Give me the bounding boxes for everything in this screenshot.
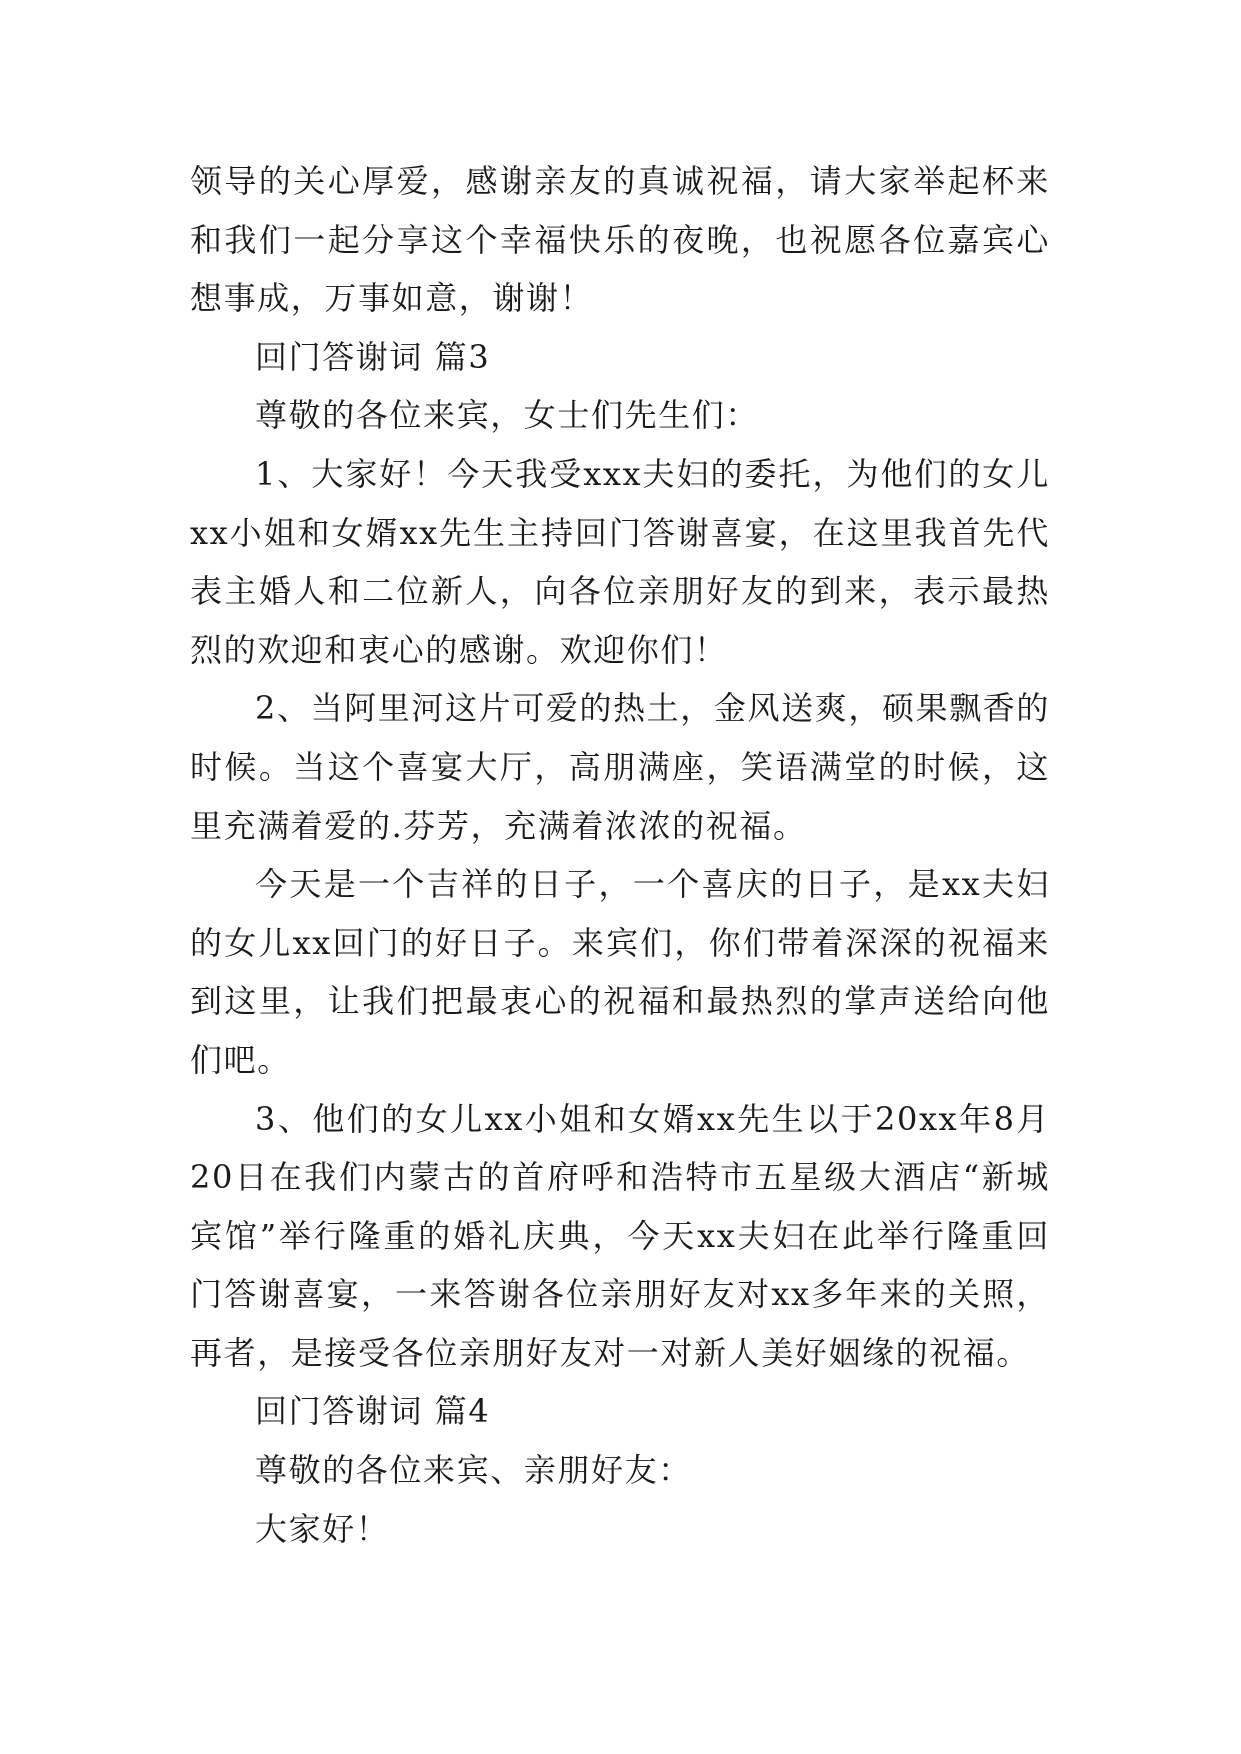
paragraph-today: 今天是一个吉祥的日子，一个喜庆的日子，是xx夫妇的女儿xx回门的好日子。来宾们，你们带着深深的祝福来到这里，让我们把最衷心的祝福和最热烈的掌声送给向他们吧。 [190, 865, 1050, 1079]
section-heading-part-4: 回门答谢词 篇4 [255, 1392, 491, 1431]
paragraph-item-2: 2、当阿里河这片可爱的热土，金风送爽，硕果飘香的时候。当这个喜宴大厅，高朋满座，笑语满堂的时候，这里充满着爱的.芬芳，充满着浓浓的祝福。 [190, 689, 1050, 845]
greeting-part-4: 大家好！ [255, 1509, 390, 1548]
section-heading-part-3: 回门答谢词 篇3 [255, 337, 491, 376]
paragraph-closing-thanks: 领导的关心厚爱，感谢亲友的真诚祝福，请大家举起杯来和我们一起分享这个幸福快乐的夜晚，也祝愿各位嘉宾心想事成，万事如意，谢谢！ [190, 162, 1050, 318]
salutation-part-4: 尊敬的各位来宾、亲朋好友： [255, 1451, 692, 1490]
salutation-part-3: 尊敬的各位来宾，女士们先生们： [255, 396, 760, 435]
document-body [190, 152, 1050, 1558]
paragraph-item-3: 3、他们的女儿xx小姐和女婿xx先生以于20xx年8月20日在我们内蒙古的首府呼和浩特市五星级大酒店“新城宾馆”举行隆重的婚礼庆典，今天xx夫妇在此举行隆重回门答谢喜宴，一来答谢各位亲朋好友对xx多年来的关照，再者，是接受各位亲朋好友对一对新人美好姻缘的祝福。 [190, 1099, 1050, 1372]
paragraph-item-1: 1、大家好！今天我受xxx夫妇的委托，为他们的女儿xx小姐和女婿xx先生主持回门答谢喜宴，在这里我首先代表主婚人和二位新人，向各位亲朋好友的到来，表示最热烈的欢迎和衷心的感谢。欢迎你们！ [190, 454, 1050, 669]
